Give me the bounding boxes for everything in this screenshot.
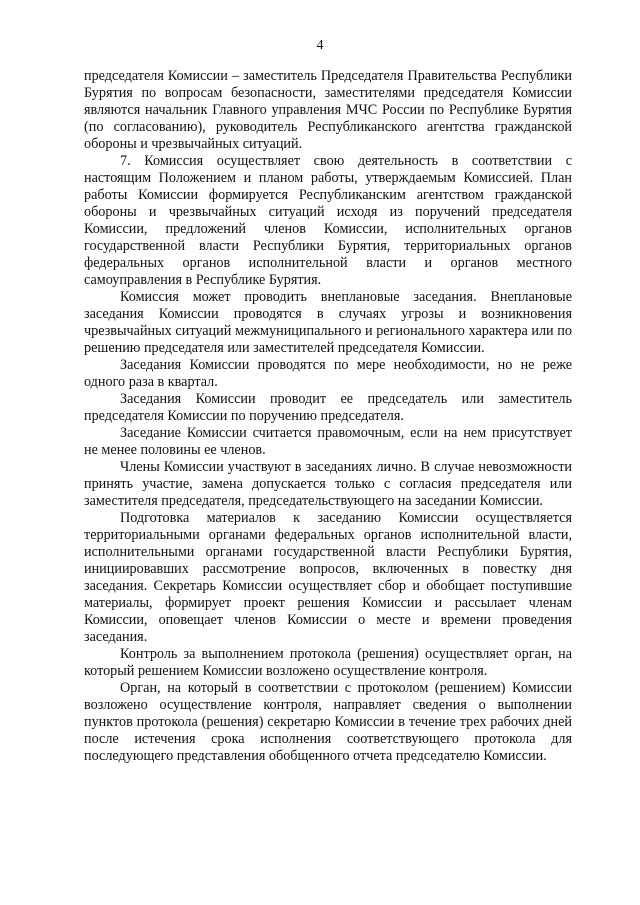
paragraph-materials-preparation: Подготовка материалов к заседанию Комиссии осуществляется территориальными органами федеральных органов исполнительной власти, исполнительными органами государственной власти Республики Бурятия, инициировавших рассмотрение вопросов, включенных в повестку дня заседания. Секретарь Комиссии осуществляет сбор и обобщает поступившие материалы, формирует проект решения Комиссии и рассылает членам Комиссии, оповещает членов Комиссии о месте и времени проведения заседания. [84,510,572,645]
paragraph-meeting-chair: Заседания Комиссии проводит ее председатель или заместитель председателя Комиссии по поручению председателя. [84,391,572,424]
page-number: 4 [316,38,324,53]
document-body [84,68,572,765]
paragraph-control-reporting: Орган, на который в соответствии с протоколом (решением) Комиссии возложено осуществление контроля, направляет сведения о выполнении пунктов протокола (решения) секретарю Комиссии в течение трех рабочих дней после истечения срока исполнения соответствующего протокола для последующего представления обобщенного отчета председателю Комиссии. [84,680,572,764]
paragraph-unscheduled-meetings: Комиссия может проводить внеплановые заседания. Внеплановые заседания Комиссии проводятся в случаях угрозы и возникновения чрезвычайных ситуаций межмуниципального и регионального характера или по решению председателя или заместителей председателя Комиссии. [84,289,572,356]
paragraph-item-7-work-plan: 7. Комиссия осуществляет свою деятельность в соответствии с настоящим Положением и планом работы, утверждаемым Комиссией. План работы Комиссии формируется Республиканским агентством гражданской обороны и чрезвычайных ситуаций исходя из поручений председателя Комиссии, предложений членов Комиссии, исполнительных органов государственной власти Республики Бурятия, территориальных органов федеральных органов исполнительной власти и органов местного самоуправления в Республике Бурятия. [84,153,572,288]
paragraph-meeting-frequency: Заседания Комиссии проводятся по мере необходимости, но не реже одного раза в квартал. [84,357,572,390]
paragraph-protocol-control: Контроль за выполнением протокола (решения) осуществляет орган, на который решением Комиссии возложено осуществление контроля. [84,646,572,679]
paragraph-commission-leadership: председателя Комиссии – заместитель Председателя Правительства Республики Бурятия по вопросам безопасности, заместителями председателя Комиссии являются начальник Главного управления МЧС России по Республике Бурятия (по согласованию), руководитель Республиканского агентства гражданской обороны и чрезвычайных ситуаций. [84,68,572,152]
paragraph-quorum: Заседание Комиссии считается правомочным, если на нем присутствует не менее половины ее членов. [84,425,572,458]
paragraph-personal-participation: Члены Комиссии участвуют в заседаниях лично. В случае невозможности принять участие, замена допускается только с согласия председателя или заместителя председателя, председательствующего на заседании Комиссии. [84,459,572,509]
